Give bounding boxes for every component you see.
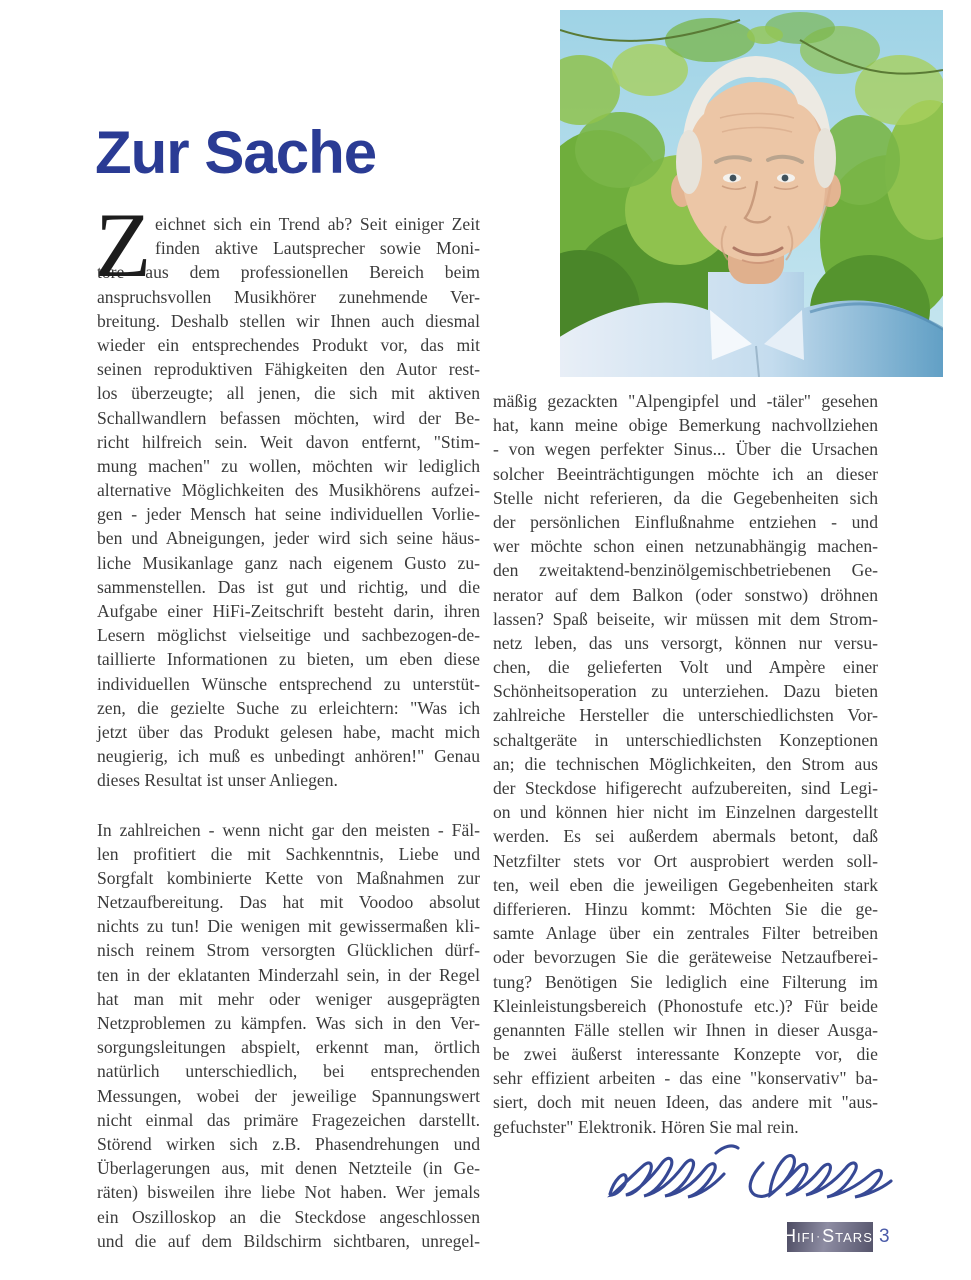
handwritten-signature xyxy=(598,1136,898,1216)
text-line: werden. Es sei außerdem abermals betont, daß xyxy=(493,826,878,847)
text-line: Störend wirken sich z.B. Phasendrehungen und xyxy=(97,1133,480,1154)
drop-cap: Z xyxy=(95,194,152,296)
text-line: finden aktive Lautsprecher sowie Moni- xyxy=(155,238,480,259)
text-line: wer möchte schon einen netzunabhängig machen- xyxy=(493,536,878,557)
text-line: In zahlreichen - wenn nicht gar den meisten - Fäl- xyxy=(97,819,480,840)
text-line: liche Musikanlage ganz nach eigenem Gusto zu- xyxy=(97,552,480,573)
text-line: Lesern möglichst vielseitige und sachbezogen-de- xyxy=(97,625,480,646)
text-line: Schallwandlern befassen möchten, wird der Be- xyxy=(97,407,480,428)
text-line: jetzt über das Produkt gelesen habe, macht mich xyxy=(97,721,480,742)
text-line: mäßig gezackten "Alpengipfel und -täler" gesehen xyxy=(493,391,878,411)
brand-logo xyxy=(782,1222,879,1252)
text-line: gen - jeder Mensch hat seine individuellen Vorlie- xyxy=(97,504,480,525)
text-line: Stelle nicht referieren, da die Gegebenheiten sich xyxy=(493,487,878,508)
text-line: taillierte Informationen zu bieten, um eben diese xyxy=(97,649,480,670)
author-photo xyxy=(560,10,943,377)
paragraph-2-continued xyxy=(493,389,878,1139)
text-line: natürlich unterschiedlich, bei entsprechenden xyxy=(97,1061,480,1082)
text-line: chen, die gelieferten Volt und Ampère einer xyxy=(493,657,878,678)
brand-separator: · xyxy=(816,1228,822,1243)
paragraph-1 xyxy=(95,194,480,793)
text-line: be zwei äußerst interessante Konzepte vor, die xyxy=(493,1044,878,1065)
text-line: Netzproblemen zu kämpfen. Was sich in den Ver- xyxy=(97,1013,480,1033)
text-line: siert, doch mit neuen Ideen, das andere mit "aus- xyxy=(493,1092,878,1113)
text-line: ten in der eklatanten Minderzahl sein, in der Regel xyxy=(97,964,480,985)
text-line: samte Anlage über ein zentrales Filter betreiben xyxy=(493,923,878,944)
signature-ink xyxy=(598,1136,898,1216)
text-line: los überzeugte; all jenen, die sich mit aktiven xyxy=(97,383,480,404)
text-line: genannten Fälle stellen wir Ihnen in dieser Ausga- xyxy=(493,1019,878,1040)
text-line: Überlagerungen aus, mit denen Netzteile (in Ge- xyxy=(97,1158,480,1179)
text-line: hat, kann meine obige Bemerkung nachvollziehen xyxy=(493,415,878,436)
text-line: wieder ein entsprechendes Produkt vor, das mit xyxy=(97,334,480,355)
text-line: mung machen" zu wollen, möchten wir lediglich xyxy=(97,455,480,476)
text-line: nicht einmal das primäre Fragezeichen darstellt. xyxy=(97,1109,480,1130)
text-line: sehr effizient arbeiten - das eine "konservativ" ba- xyxy=(493,1068,878,1089)
text-line: differieren. Hinzu kommt: Möchten Sie die ge- xyxy=(493,898,878,919)
text-line: seinen reproduktiven Fähigkeiten den Autor rest- xyxy=(97,359,480,380)
text-line: schaltgeräte in unterschiedlichsten Konzeptionen xyxy=(493,729,878,750)
text-line: nisch reinem Strom versorgten Glücklichen dürf- xyxy=(97,940,480,961)
text-line: netz leben, das uns versorgt, können nur versu- xyxy=(493,632,878,653)
text-line: ten, weil eben die jeweiligen Gegebenheiten stark xyxy=(493,874,878,895)
text-line: Schönheitsoperation zu unterziehen. Dazu bieten xyxy=(493,681,878,702)
text-line: den zweitaktend-benzinölgemischbetriebenen Ge- xyxy=(493,560,878,581)
text-line: individuellen Wünsche entsprechend zu unterstüt- xyxy=(97,673,480,694)
text-line: Aufgabe einer HiFi-Zeitschrift besteht darin, ihren xyxy=(97,601,480,621)
text-line: der persönlichen Einflußnahme entziehen - und xyxy=(493,511,878,532)
page-title: Zur Sache xyxy=(95,119,377,186)
brand-stars: Stars xyxy=(822,1226,873,1246)
text-line: Kleinleistungsbereich (Phonostufe etc.)? Für beide xyxy=(493,995,878,1016)
text-line: - von wegen perfekter Sinus... Über die Ursachen xyxy=(493,439,878,460)
text-line: hat man mit mehr oder weniger ausgeprägten xyxy=(97,988,480,1009)
text-line: ein Oszilloskop an die Steckdose angeschlossen xyxy=(97,1206,480,1227)
text-line: eichnet sich ein Trend ab? Seit einiger Zeit xyxy=(155,214,480,234)
text-line: Sorgfalt kombinierte Kette von Maßnahmen zur xyxy=(97,867,480,888)
text-line: ben und Abneigungen, jeder wird sich seine häus- xyxy=(97,528,480,549)
author-photo-image xyxy=(560,10,943,377)
text-line: sorgungsleitungen abspielt, erkennt man, örtlich xyxy=(97,1037,480,1058)
text-line: gefuchster" Elektronik. Hören Sie mal rein. xyxy=(493,1116,799,1137)
text-line: zahlreiche Hersteller die unterschiedlichsten Vor- xyxy=(493,705,878,726)
article-column-2 xyxy=(493,389,878,1139)
text-line: anspruchsvollen Musikhörer zunehmende Ver- xyxy=(97,286,480,307)
text-line: Messungen, wobei der jeweilige Spannungswert xyxy=(97,1085,480,1106)
text-line: len profitiert die mit Sachkenntnis, Liebe und xyxy=(97,843,480,864)
text-line: alternative Möglichkeiten des Musikhörens aufzei- xyxy=(97,480,480,501)
paragraph-2 xyxy=(97,818,480,1253)
text-line: richt hilfreich sein. Weit davon entfernt, "Stim- xyxy=(97,431,480,452)
text-line: Netzaufbereitung. Das hat mit Voodoo absolut xyxy=(97,892,480,913)
text-line: breitung. Deshalb stellen wir Ihnen auch diesmal xyxy=(97,310,480,331)
text-line: neugierig, ich muß es unbedingt anhören!" Genau xyxy=(97,746,480,767)
text-line: oder bevorzugen Sie die geräteweise Netzaufberei- xyxy=(493,947,878,968)
text-line: sammenstellen. Das ist gut und richtig, und die xyxy=(97,576,480,597)
text-line: solcher Beeinträchtigungen möchte ich an dieser xyxy=(493,463,878,484)
text-line: an; die technischen Möglichkeiten, den Strom aus xyxy=(493,753,878,774)
text-line: Netzfilter stets vor Ort ausprobiert werden soll- xyxy=(493,850,878,871)
text-line: tung? Benötigen Sie lediglich eine Filterung im xyxy=(493,971,878,992)
text-line: lassen? Spaß beiseite, wir müssen mit dem Strom- xyxy=(493,608,878,629)
text-line: nichts zu tun! Die wenigen mit gewissermaßen kli- xyxy=(97,916,480,937)
text-line: der Steckdose hifigerecht aufzubereiten, sind Legi- xyxy=(493,778,878,798)
text-line: dieses Resultat ist unser Anliegen. xyxy=(97,770,338,791)
brand-hifi: Hifi xyxy=(782,1226,816,1246)
text-line: nerator auf dem Balkon (oder sonstwo) dröhnen xyxy=(493,584,878,605)
text-line: zen, die gezielte Suche zu erleichtern: "Was ich xyxy=(97,697,480,718)
page-number: 3 xyxy=(879,1225,890,1247)
article-column-1 xyxy=(95,194,480,1253)
text-line: und die auf dem Bildschirm sichtbaren, unregel- xyxy=(97,1230,480,1251)
text-line: räten) bisweilen ihre liebe Not haben. Wer jemals xyxy=(97,1182,480,1203)
text-line: tore aus dem professionellen Bereich beim xyxy=(97,262,480,283)
text-line: on und können hier nicht im Einzelnen dargestellt xyxy=(493,802,878,823)
brand-dot: • xyxy=(873,1226,879,1237)
footer xyxy=(782,1221,890,1252)
